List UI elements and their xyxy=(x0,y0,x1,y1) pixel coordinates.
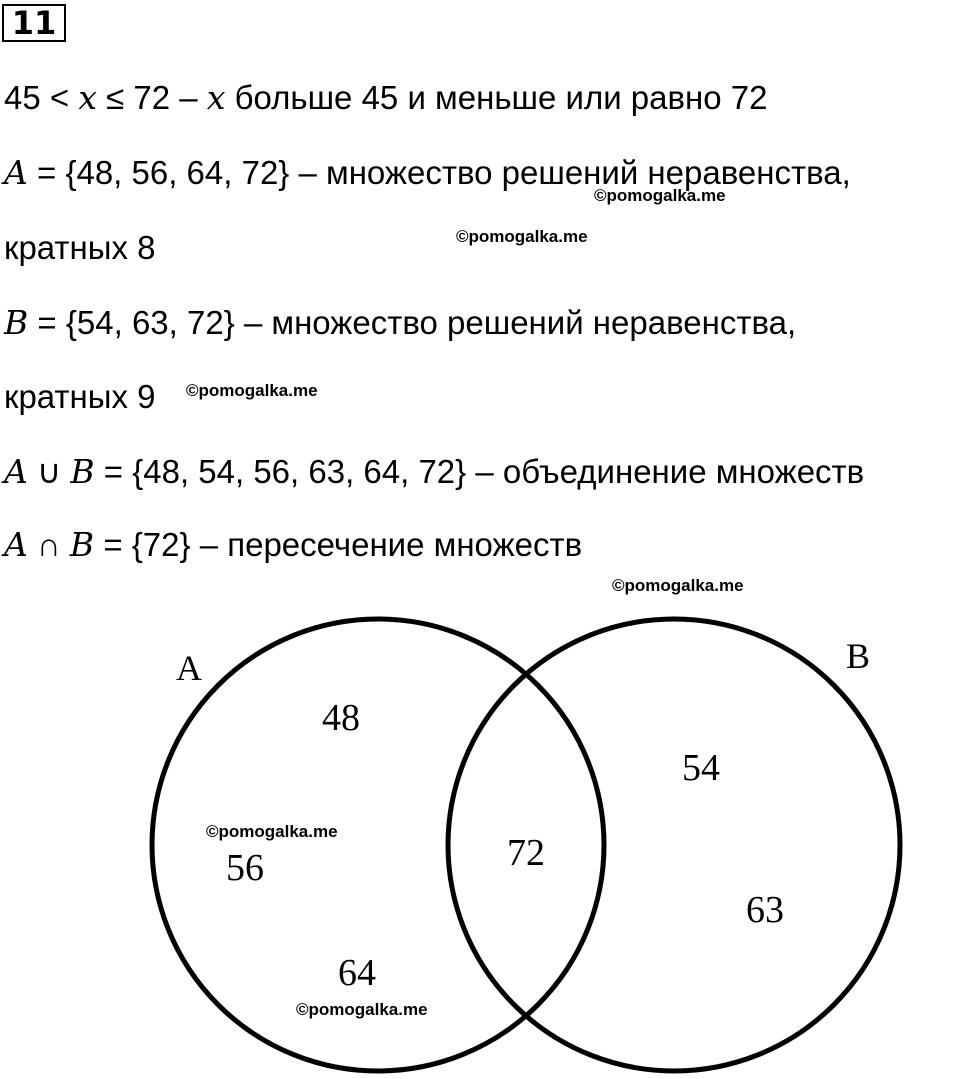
intersection-set-b: B xyxy=(69,525,95,564)
union-text: = {48, 54, 56, 63, 64, 72} – объединение множеств xyxy=(94,453,865,490)
set-b-line-cont: кратных 9 xyxy=(4,378,156,415)
set-a-text: = {48, 56, 64, 72} – множество решений неравенства, xyxy=(27,154,851,191)
watermark: ©pomogalka.me xyxy=(296,1000,428,1019)
watermark: ©pomogalka.me xyxy=(456,227,588,246)
inequality-mid: ≤ 72 – xyxy=(96,79,207,116)
venn-label-a: A xyxy=(176,648,202,688)
problem-number: 11 xyxy=(2,4,66,42)
union-operator: ∪ xyxy=(27,453,71,490)
inequality-text: больше 45 и меньше или равно 72 xyxy=(225,79,768,116)
inequality-left: 45 < xyxy=(4,79,79,116)
set-b-text: = {54, 63, 72} – множество решений неравенства, xyxy=(28,304,797,341)
venn-value: 63 xyxy=(746,889,784,931)
set-a-symbol: A xyxy=(4,153,28,192)
venn-value: 64 xyxy=(338,952,376,994)
set-b-symbol: B xyxy=(4,303,29,342)
watermark: ©pomogalka.me xyxy=(186,381,318,400)
intersection-text: = {72} – пересечение множеств xyxy=(94,526,583,563)
watermark: ©pomogalka.me xyxy=(594,186,726,205)
watermark: ©pomogalka.me xyxy=(612,576,744,595)
venn-label-b: B xyxy=(846,636,871,676)
set-a-line-cont: кратных 8 xyxy=(4,229,156,266)
variable-x: x xyxy=(78,78,97,117)
venn-value: 54 xyxy=(682,747,720,789)
intersection-set-a: A xyxy=(4,525,28,564)
variable-x-2: x xyxy=(206,78,226,117)
venn-value: 48 xyxy=(322,697,360,739)
venn-value: 72 xyxy=(507,832,545,874)
venn-value: 56 xyxy=(226,847,264,889)
union-set-a: A xyxy=(4,452,28,491)
watermark: ©pomogalka.me xyxy=(206,822,338,841)
intersection-operator: ∩ xyxy=(27,526,70,563)
union-set-b: B xyxy=(70,452,95,491)
